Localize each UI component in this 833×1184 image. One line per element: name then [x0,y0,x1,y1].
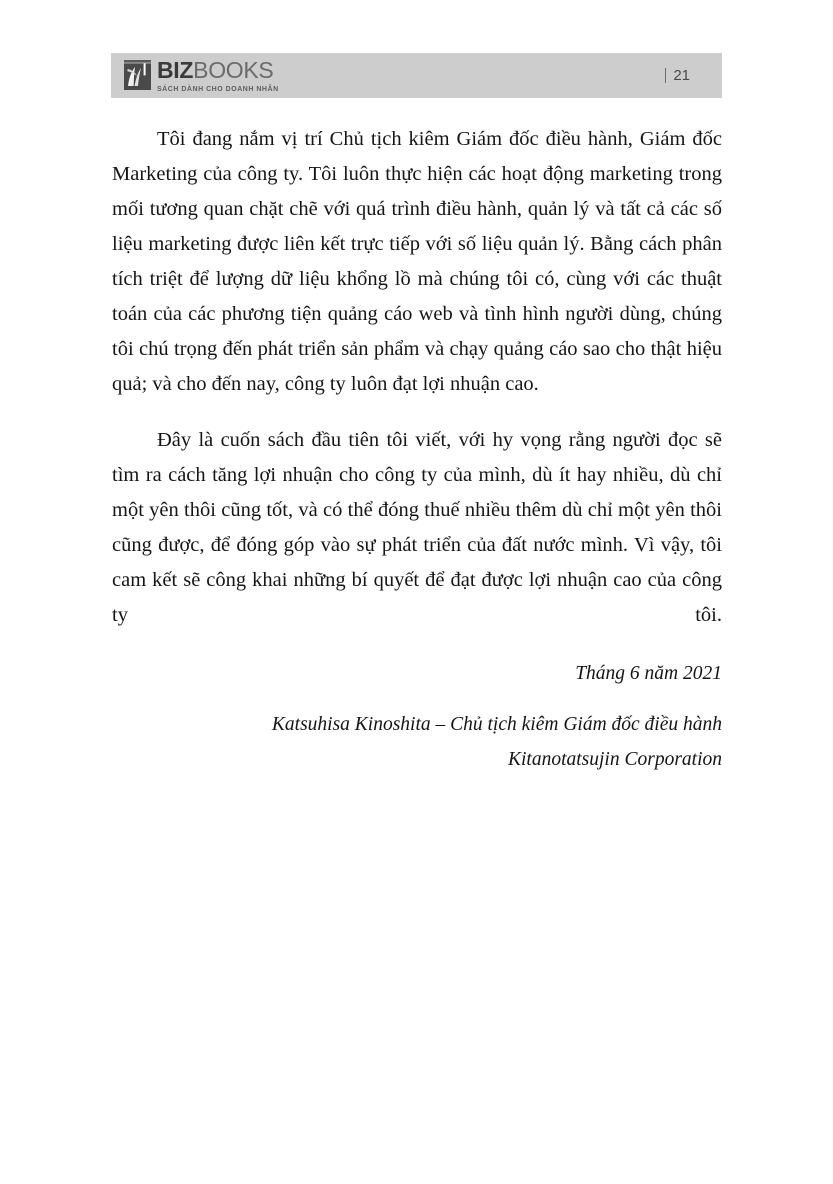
signature-name-title: Katsuhisa Kinoshita – Chủ tịch kiêm Giám đốc điều hành [271,714,722,735]
signature-date: Tháng 6 năm 2021 [575,663,722,684]
body-paragraph: Đây là cuốn sách đầu tiên tôi viết, với hy vọng rằng người đọc sẽ tìm ra cách tăng lợi nhuận cho công ty của mình, dù ít hay nhiều, dù chỉ một yên thôi cũng tốt, và có thể đóng thuế nhiều thêm dù chỉ một yên thôi cũng được, để đóng góp vào sự phát triển của đất nước mình. Vì vậy, tôi cam kết sẽ công khai những bí quyết để đạt được lợi nhuận cao của công ty tôi. [112,429,722,626]
book-logo-icon [124,60,151,90]
body-content [112,122,722,668]
brand-wordmark-biz: BIZ [157,56,194,83]
page-number-value: 21 [673,67,690,84]
page-number-divider [665,68,667,83]
page-number [665,67,722,84]
brand-wordmark [157,56,282,83]
signature-company: Kitanotatsujin Corporation [508,749,722,770]
body-paragraph: Tôi đang nắm vị trí Chủ tịch kiêm Giám đốc điều hành, Giám đốc Marketing của công ty. Tôi luôn thực hiện các hoạt động marketing trong mối tương quan chặt chẽ với quá trình điều hành, quản lý và tất cả các số liệu marketing được liên kết trực tiếp với số liệu quản lý. Bằng cách phân tích triệt để lượng dữ liệu khổng lồ mà chúng tôi có, cùng với các thuật toán của các phương tiện quảng cáo web và tình hình người dùng, chúng tôi chú trọng đến phát triển sản phẩm và chạy quảng cáo sao cho thật hiệu quả; và cho đến nay, công ty luôn đạt lợi nhuận cao. [112,128,722,395]
page-header-band [111,53,722,98]
brand-tagline: SÁCH DÀNH CHO DOANH NHÂN [157,83,279,93]
brand-logo [111,56,282,93]
brand-wordmark-books: BOOKS [193,56,274,83]
signature-block [112,656,722,777]
brand-wordmark-group [157,56,282,93]
